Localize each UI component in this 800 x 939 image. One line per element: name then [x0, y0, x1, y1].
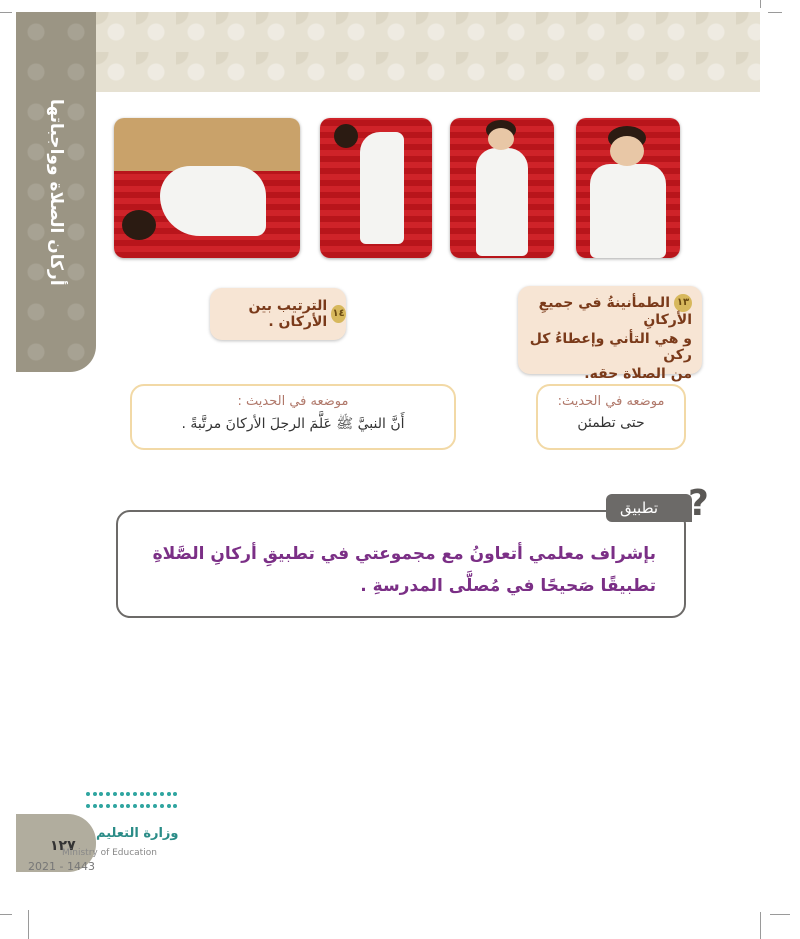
logo-dot	[167, 804, 171, 808]
crop-mark	[0, 12, 12, 13]
praying-head	[122, 210, 156, 240]
logo-dot	[133, 804, 137, 808]
logo-dot	[93, 804, 97, 808]
application-text: بإشراف معلمي أتعاونُ مع مجموعتي في تطبيقِ أركانِ الصَّلاةِ تطبيقًا صَحيحًا في مُصلَّى المدرسةِ .	[152, 544, 656, 596]
logo-dot	[160, 792, 164, 796]
edition-year: 2021 - 1443	[28, 860, 95, 873]
hadith-label: موضعه في الحديث :	[237, 394, 349, 409]
page-number: ١٢٧	[50, 838, 76, 854]
logo-dot	[133, 792, 137, 796]
item-card-14	[210, 288, 346, 340]
logo-dot	[86, 792, 90, 796]
logo-dot	[173, 804, 177, 808]
logo-dot	[126, 792, 130, 796]
logo-dot	[140, 804, 144, 808]
logo-dot	[120, 804, 124, 808]
praying-figure	[476, 148, 528, 256]
praying-figure	[590, 164, 666, 258]
crop-mark	[760, 0, 761, 8]
logo-dot	[113, 792, 117, 796]
logo-dot	[106, 792, 110, 796]
crop-mark	[28, 910, 29, 939]
logo-dot	[120, 792, 124, 796]
logo-dot	[146, 792, 150, 796]
item-line: الترتيب بين الأركان .	[248, 298, 328, 330]
item-line: ١٣الطمأنينةُ في جميعِ الأركانِ	[538, 295, 692, 328]
logo-dot	[126, 804, 130, 808]
question-mark-icon: ?	[688, 483, 709, 524]
photo-standing-1	[450, 118, 554, 258]
crop-mark	[760, 912, 761, 939]
logo-dot	[99, 792, 103, 796]
praying-face	[488, 128, 514, 150]
item-card-13	[518, 286, 702, 382]
item-number-badge: ١٣	[674, 294, 692, 312]
ministry-name-english: Ministry of Education	[62, 848, 157, 858]
praying-figure	[360, 132, 404, 244]
logo-dot	[99, 804, 103, 808]
photo-standing-2	[576, 118, 680, 258]
item-number-badge: ١٤	[331, 305, 346, 323]
logo-dot	[113, 804, 117, 808]
hadith-text: أَنَّ النبيَّ ﷺ عَلَّمَ الرجلَ الأركانَ مرتَّبةً .	[181, 416, 405, 432]
hadith-box-14	[130, 384, 456, 450]
logo-dot	[146, 804, 150, 808]
logo-dot	[153, 804, 157, 808]
logo-dot	[140, 792, 144, 796]
logo-dot	[86, 804, 90, 808]
application-box	[116, 510, 686, 618]
item-line: من الصلاة حقه.	[584, 366, 692, 382]
hadith-text: حتى تطمئن	[577, 415, 645, 431]
logo-dot	[167, 792, 171, 796]
logo-dot	[160, 804, 164, 808]
hadith-box-13	[536, 384, 686, 450]
logo-dot	[153, 792, 157, 796]
ministry-logo-dots	[86, 792, 178, 814]
logo-dot	[173, 792, 177, 796]
praying-figure	[160, 166, 266, 236]
item-line: و هي التأني وإعطاءُ كل ركن	[529, 331, 692, 363]
photo-ruku	[320, 118, 432, 258]
praying-head	[334, 124, 358, 148]
application-tag: تطبيق	[606, 494, 692, 522]
logo-dot	[106, 804, 110, 808]
section-title: أركان الصلاة وواجباتها	[46, 98, 66, 286]
header-pattern-band	[16, 12, 760, 92]
hadith-label: موضعه في الحديث:	[557, 394, 665, 409]
crop-mark	[768, 12, 782, 13]
praying-face	[610, 136, 644, 166]
photo-sujood	[114, 118, 300, 258]
logo-dot	[93, 792, 97, 796]
ministry-name-arabic: وزارة التعليم	[96, 826, 179, 841]
crop-mark	[0, 914, 12, 915]
crop-mark	[770, 914, 790, 915]
